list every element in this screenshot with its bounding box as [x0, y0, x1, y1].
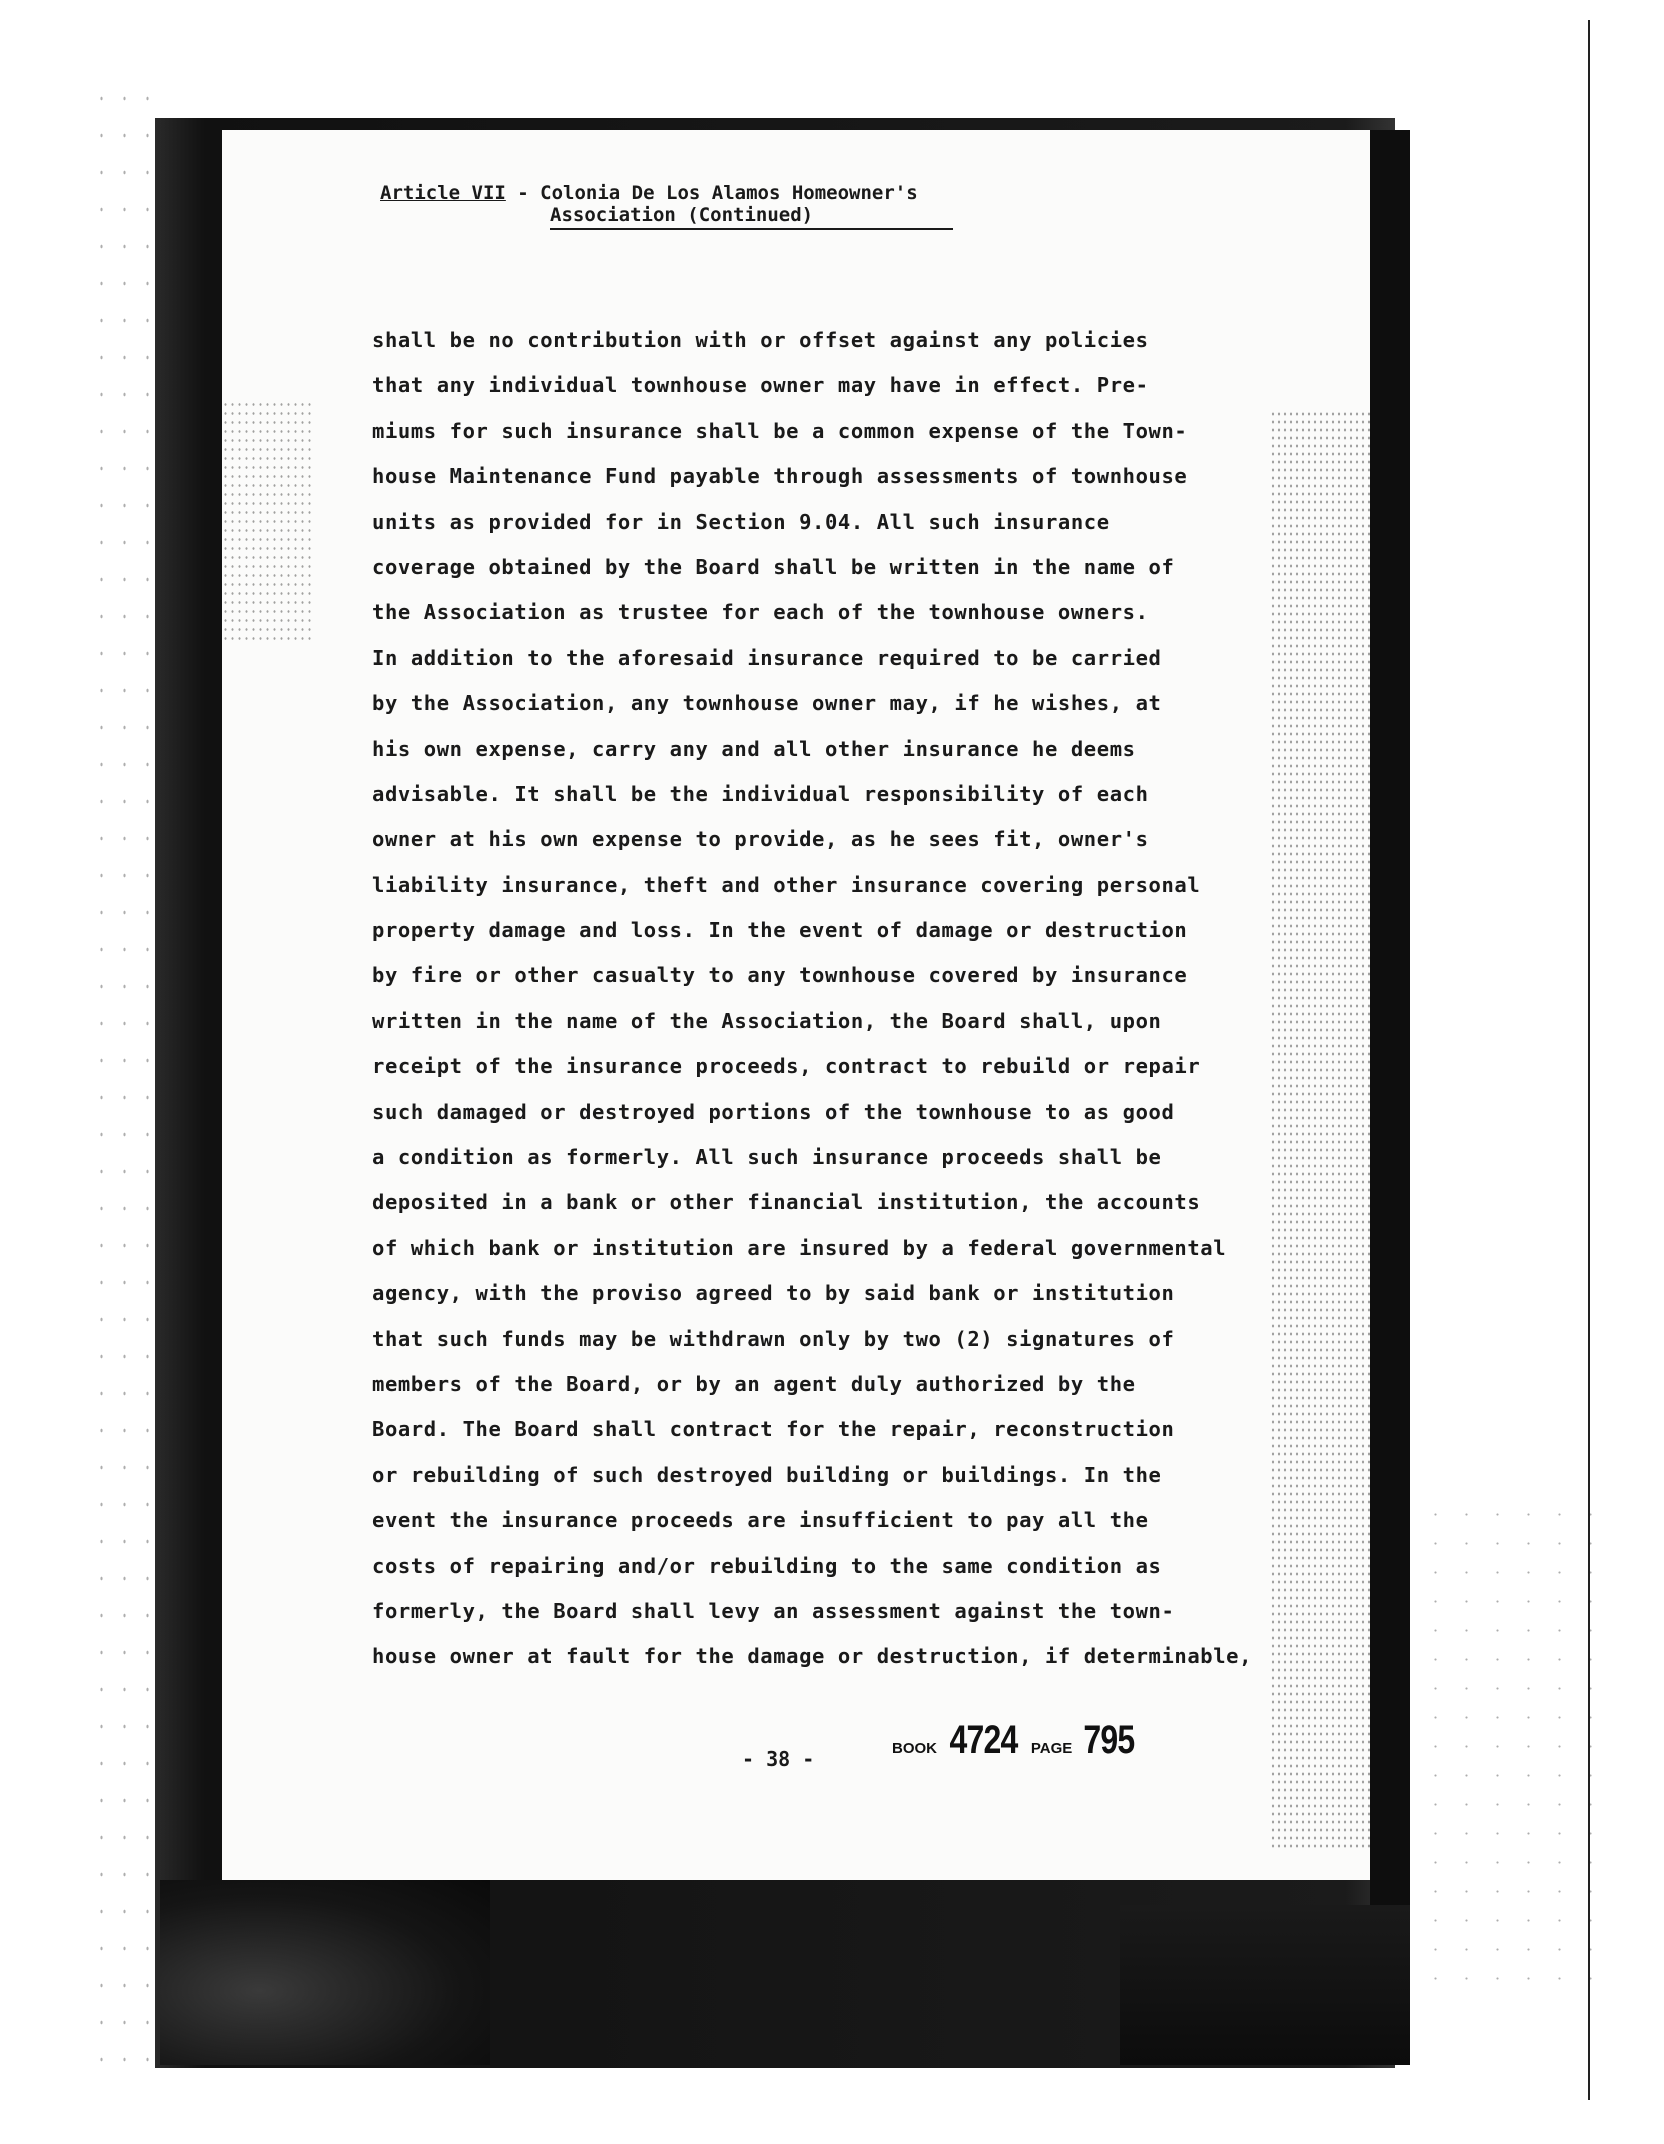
- text-line: property damage and loss. In the event of damage or destruction: [372, 918, 1188, 943]
- text-line: by fire or other casualty to any townhouse covered by insurance: [372, 963, 1188, 988]
- scan-edge-line: [1588, 20, 1590, 2100]
- text-line: members of the Board, or by an agent duly authorized by the: [372, 1371, 1136, 1396]
- text-line: formerly, the Board shall levy an assessment against the town-: [372, 1598, 1175, 1623]
- scan-dark-border-right: [1370, 130, 1410, 2060]
- scan-noise-outer-right: [1420, 1500, 1600, 2000]
- scan-noise-outer-left: [90, 80, 150, 2080]
- scan-noise-right: [1270, 410, 1370, 1850]
- page-ref: 795: [1083, 1718, 1135, 1762]
- text-line: costs of repairing and/or rebuilding to the same condition as: [372, 1553, 1162, 1578]
- book-number: 4724: [949, 1718, 1018, 1762]
- text-line: by the Association, any townhouse owner may, if he wishes, at: [372, 691, 1162, 716]
- article-label: Article VII: [380, 182, 506, 204]
- text-line: shall be no contribution with or offset against any policies: [372, 328, 1149, 352]
- scan-shadow-bottom-left: [160, 1880, 490, 2065]
- text-line: liability insurance, theft and other insurance covering personal: [372, 872, 1201, 897]
- body-text: [372, 318, 1272, 1680]
- text-line: receipt of the insurance proceeds, contract to rebuild or repair: [372, 1054, 1201, 1079]
- text-line: owner at his own expense to provide, as he sees fit, owner's: [372, 827, 1149, 852]
- text-line: his own expense, carry any and all other insurance he deems: [372, 736, 1136, 761]
- text-line: that such funds may be withdrawn only by two (2) signatures of: [372, 1326, 1175, 1351]
- text-line: advisable. It shall be the individual responsibility of each: [372, 781, 1149, 806]
- book-page-stamp: [892, 1718, 1141, 1763]
- text-line: the Association as trustee for each of the townhouse owners.: [372, 600, 1149, 625]
- text-line: or rebuilding of such destroyed building or buildings. In the: [372, 1462, 1162, 1487]
- text-line: written in the name of the Association, the Board shall, upon: [372, 1008, 1162, 1033]
- book-label: BOOK: [892, 1740, 937, 1757]
- text-line: units as provided for in Section 9.04. All such insurance: [372, 509, 1110, 534]
- text-line: such damaged or destroyed portions of the townhouse to as good: [372, 1099, 1175, 1124]
- text-line: that any individual townhouse owner may have in effect. Pre-: [372, 373, 1149, 398]
- text-line: event the insurance proceeds are insufficient to pay all the: [372, 1508, 1149, 1533]
- article-title-line2: Association (Continued): [550, 204, 953, 230]
- text-line: coverage obtained by the Board shall be written in the name of: [372, 554, 1175, 579]
- scan-noise-left: [222, 400, 312, 640]
- text-line: In addition to the aforesaid insurance required to be carried: [372, 645, 1162, 670]
- text-line: deposited in a bank or other financial institution, the accounts: [372, 1190, 1201, 1215]
- text-line: a condition as formerly. All such insurance proceeds shall be: [372, 1145, 1162, 1170]
- text-line: miums for such insurance shall be a common expense of the Town-: [372, 418, 1188, 443]
- text-line: house Maintenance Fund payable through assessments of townhouse: [372, 464, 1188, 489]
- text-line: Board. The Board shall contract for the repair, reconstruction: [372, 1417, 1175, 1442]
- page-number: - 38 -: [742, 1747, 815, 1771]
- page-label: PAGE: [1030, 1740, 1073, 1757]
- text-line: of which bank or institution are insured by a federal governmental: [372, 1235, 1227, 1260]
- scan-shadow-bottom-right: [1120, 1905, 1410, 2065]
- text-line: house owner at fault for the damage or destruction, if determinable,: [372, 1644, 1253, 1669]
- text-line: agency, with the proviso agreed to by said bank or institution: [372, 1281, 1175, 1306]
- article-title-line1: - Colonia De Los Alamos Homeowner's: [517, 182, 918, 204]
